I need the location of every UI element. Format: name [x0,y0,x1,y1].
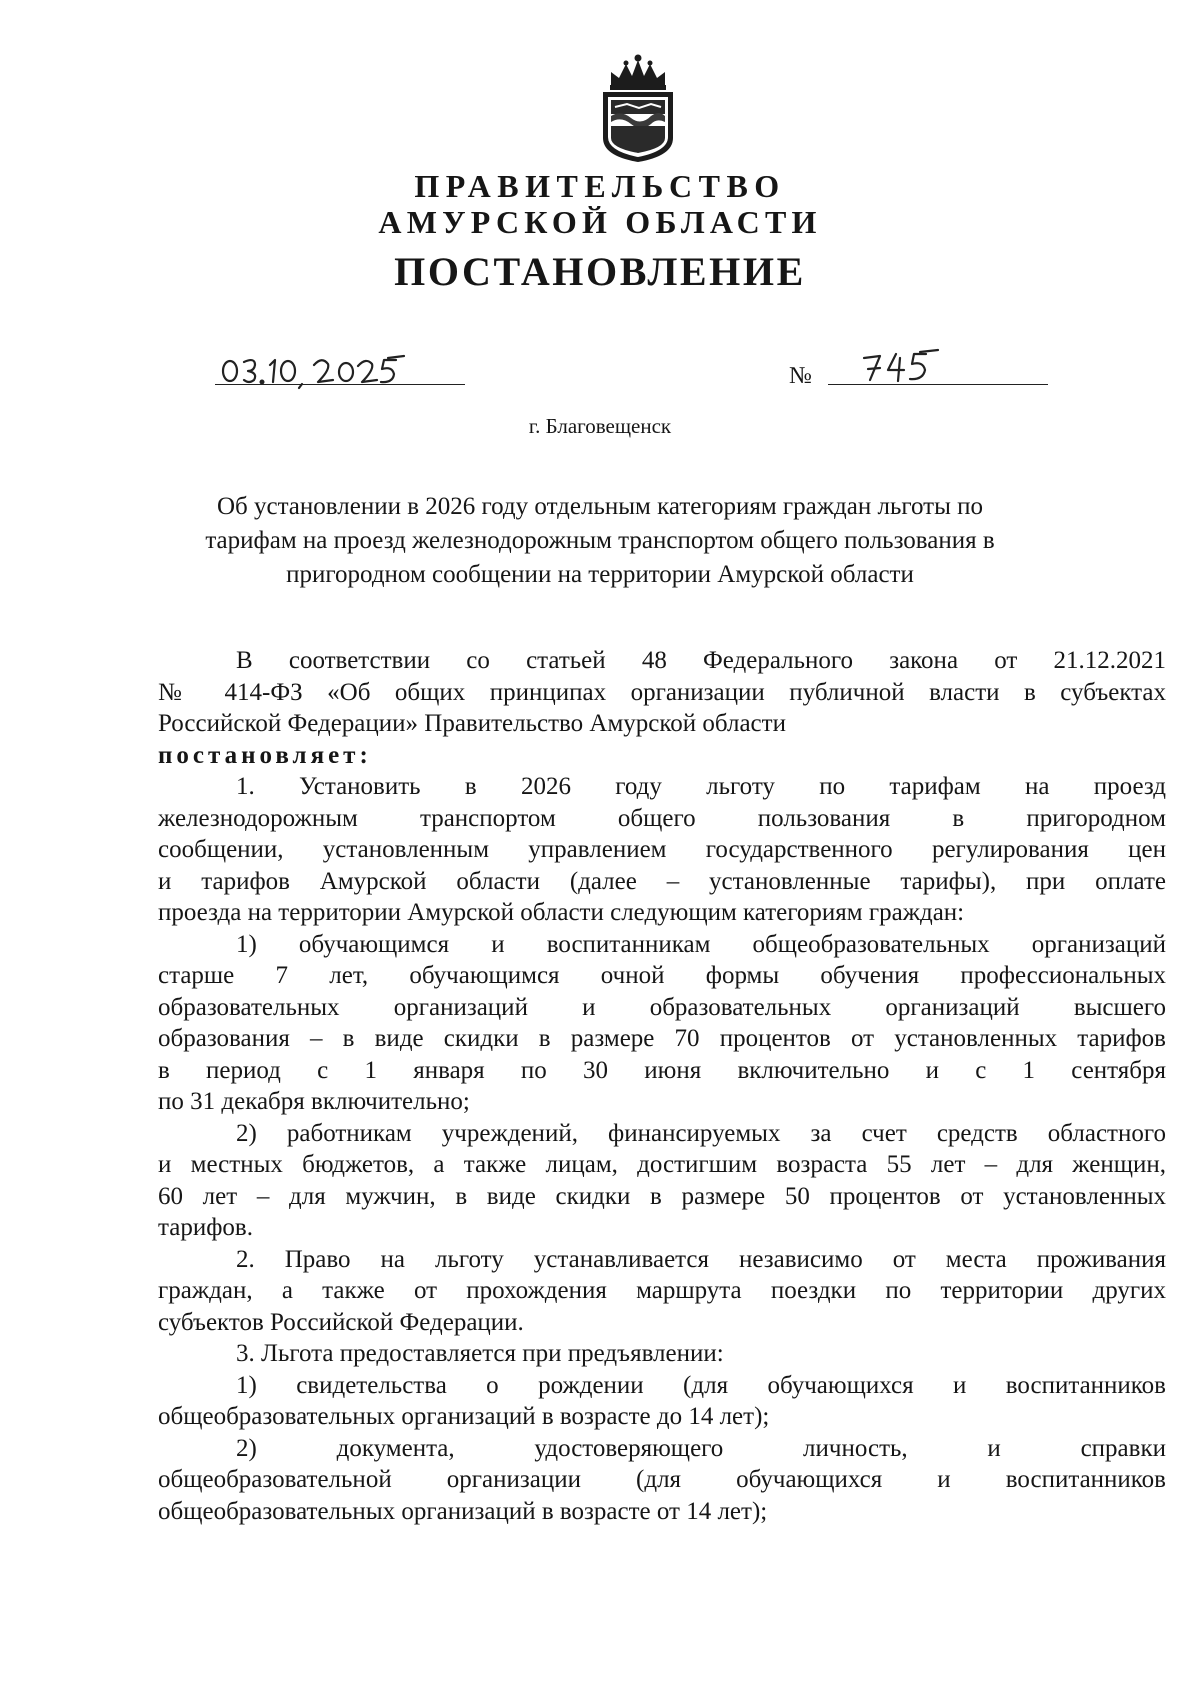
body-line: общеобразовательных организаций в возрасте от 14 лет); [158,1497,768,1525]
body-line: сообщении, установленным управлением государственного регулирования цен [158,836,1166,863]
body-line: № 414-ФЗ «Об общих принципах организации публичной власти в субъектах [158,678,1166,706]
document-body [158,645,1166,1527]
body-line: субъектов Российской Федерации. [158,1308,524,1336]
number-underline [828,384,1048,385]
body-line: 60 лет – для мужчин, в виде скидки в размере 50 процентов от установленных [158,1182,1166,1210]
city: г. Благовещенск [528,414,672,438]
date-underline [215,384,465,385]
body-line: и местных бюджетов, а также лицам, достигшим возраста 55 лет – для женщин, [158,1151,1166,1178]
body-line: общеобразовательной организации (для обучающихся и воспитанников [158,1466,1166,1493]
body-line: проезда на территории Амурской области следующим категориям граждан: [158,899,965,926]
resolves-keyword: постановляет: [158,741,372,769]
body-line: граждан, а также от прохождения маршрута поездки по территории других [158,1277,1166,1304]
body-line: образовательных организаций и образовательных организаций высшего [158,993,1166,1021]
subject-line: пригородном сообщении на территории Амурской области [286,561,914,588]
coat-of-arms-icon [597,52,679,164]
subject-line: Об установлении в 2026 году отдельным категориям граждан льготы по [216,493,984,520]
body-line: общеобразовательных организаций в возрасте до 14 лет); [158,1403,770,1430]
government-heading: ПРАВИТЕЛЬСТВО [414,168,786,204]
number-label: № [789,363,812,389]
document-type-title: ПОСТАНОВЛЕНИЕ [394,249,806,294]
body-line: В соответствии со статьей 48 Федерального закона от 21.12.2021 [236,647,1166,674]
handwritten-date [218,352,428,386]
body-line: старше 7 лет, обучающимся очной формы обучения профессиональных [158,962,1166,989]
body-line: Российской Федерации» Правительство Амурской области [158,710,786,737]
body-line: по 31 декабря включительно; [158,1088,470,1115]
body-line: 2) работникам учреждений, финансируемых за счет средств областного [236,1119,1166,1147]
body-line: и тарифов Амурской области (далее – установленные тарифы), при оплате [158,867,1166,895]
body-line: 1) свидетельства о рождении (для обучающихся и воспитанников [236,1371,1166,1399]
body-line: в период с 1 января по 30 июня включительно и с 1 сентября [158,1056,1166,1084]
subject-line: тарифам на проезд железнодорожным транспортом общего пользования в [205,527,995,554]
body-line: 2. Право на льготу устанавливается независимо от места проживания [236,1245,1166,1273]
body-line: тарифов. [158,1214,253,1241]
document-subject [160,490,1040,592]
body-line: 2) документа, удостоверяющего личность, и справки [236,1434,1166,1462]
body-line: 1) обучающимся и воспитанникам общеобразовательных организаций [236,930,1166,958]
body-line: образования – в виде скидки в размере 70 процентов от установленных тарифов [158,1025,1166,1052]
body-line: 1. Установить в 2026 году льготу по тарифам на проезд [236,773,1166,800]
body-line: 3. Льгота предоставляется при предъявлении: [236,1340,724,1367]
region-heading: АМУРСКОЙ ОБЛАСТИ [378,204,822,240]
body-line: железнодорожным транспортом общего пользования в пригородном [158,804,1166,832]
handwritten-number [860,348,950,384]
